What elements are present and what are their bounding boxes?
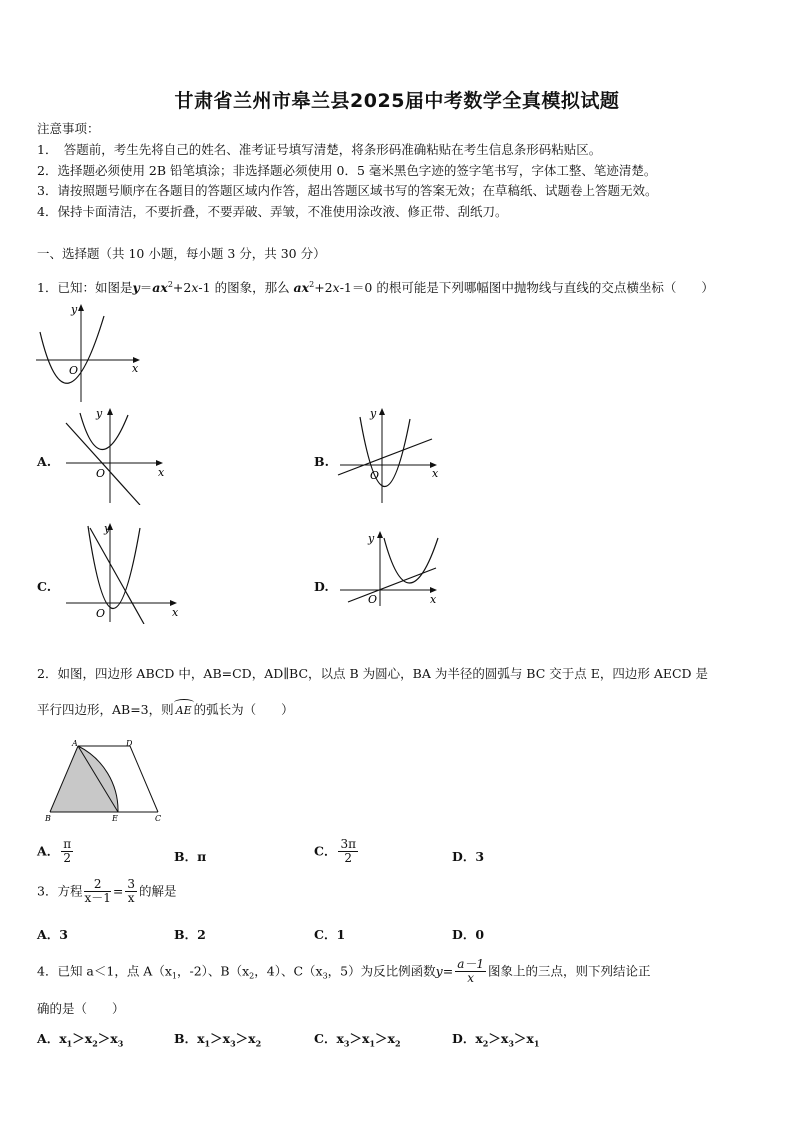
q1-option-d-label: D. [314, 579, 329, 594]
q4-option-c: C．$x_3>x_1>x_2$ [314, 1031, 401, 1049]
page-title: 甘肃省兰州市皋兰县2025届中考数学全真模拟试题 [174, 90, 620, 112]
origin-label: O [96, 467, 106, 480]
q4-option-a: A．$x_1>x_2>x_3$ [37, 1031, 124, 1049]
origin-label: O [368, 593, 378, 606]
notice-item-3: 3．请按照题号顺序在各题目的答题区域内作答，超出答题区域书写的答案无效；在草稿纸、试题卷上答题无效。 [37, 183, 658, 198]
y-axis-label: y [370, 407, 377, 420]
q4-option-b: B．$x_1>x_3>x_2$ [174, 1031, 262, 1049]
q3-option-c: C．1 [314, 927, 346, 942]
notice-item-1: 1． 答题前，考生先将自己的姓名、准考证号填写清楚，将条形码准确粘贴在考生信息条形码粘贴区。 [37, 142, 602, 157]
y-axis-label: y [71, 303, 78, 316]
point-c-label: C [155, 814, 162, 823]
x-axis-label: x [172, 606, 179, 619]
q1-main-graph [36, 302, 146, 404]
q3-option-b: B．2 [174, 927, 206, 942]
q2-figure [42, 738, 168, 824]
origin-label: O [370, 469, 380, 482]
q1-option-d-graph [332, 528, 448, 608]
arc-ae: AE [174, 703, 194, 719]
y-axis-label: y [104, 522, 111, 535]
point-a-label: A [72, 739, 78, 748]
question-2-line-2: 平行四边形，AB=3，则 AE 的弧长为（ ） [37, 702, 294, 719]
section-heading: 一、选择题（共 10 小题，每小题 3 分，共 30 分） [37, 246, 326, 261]
y-axis-label: y [96, 407, 103, 420]
y-axis-label: y [368, 532, 375, 545]
x-axis-label: x [432, 467, 439, 480]
notice-heading: 注意事项： [37, 121, 100, 136]
q1-option-a-label: A. [37, 454, 52, 469]
x-axis-label: x [430, 593, 437, 606]
question-3-text: 3．方程 $\frac{2}{x-1}$ = $\frac{3}{x}$ 的解是 [37, 877, 177, 905]
q2-option-c: C． $\frac{3\pi}{2}$ [314, 837, 356, 865]
q4-option-d: D．$x_2>x_3>x_1$ [452, 1031, 540, 1049]
q1-option-a-graph [58, 405, 168, 505]
x-axis-label: x [132, 362, 139, 375]
origin-label: O [69, 364, 79, 377]
q1-option-c-graph [60, 520, 184, 624]
question-1-text: 1．已知：如图是$y=ax^2+2x-1$ 的图象，那么 $ax^2+2x-1=0$ 的根可能是下列哪幅图中抛物线与直线的交点横坐标（ ） [37, 280, 714, 296]
q1-option-b-label: B. [314, 454, 329, 469]
point-b-label: B [45, 814, 51, 823]
q2-option-b: B．π [174, 849, 207, 864]
x-axis-label: x [158, 466, 165, 479]
point-e-label: E [112, 814, 118, 823]
point-d-label: D [126, 739, 133, 748]
q2-option-d: D．3 [452, 849, 485, 864]
question-4-line-1: 4．已知 a＜1，点 $A(x_1$，-2）、$B(x_2$，4）、$C(x_3$，5）为反比例函数y= $\frac{a-1}{x}$ 图象上的三点，则下列结论正 [37, 957, 651, 985]
question-2-line-1: 2．如图，四边形 ABCD 中，AB=CD，AD∥BC，以点 B 为圆心，BA 为半径的圆弧与 BC 交于点 E，四边形 AECD 是 [37, 666, 709, 681]
q2-option-a: A． $\frac{\pi}{2}$ [37, 837, 72, 865]
q1-option-b-graph [332, 405, 444, 505]
notice-item-2: 2．选择题必须使用 2B 铅笔填涂；非选择题必须使用 0．5 毫米黑色字迹的签字笔书写，字体工整、笔迹清楚。 [37, 163, 657, 178]
origin-label: O [96, 607, 106, 620]
question-4-line-2: 确的是（ ） [37, 1001, 125, 1016]
q1-option-c-label: C. [37, 579, 52, 594]
notice-item-4: 4．保持卡面清洁，不要折叠，不要弄破、弄皱，不准使用涂改液、修正带、刮纸刀。 [37, 204, 508, 219]
q3-option-d: D．0 [452, 927, 485, 942]
q3-option-a: A．3 [37, 927, 68, 942]
